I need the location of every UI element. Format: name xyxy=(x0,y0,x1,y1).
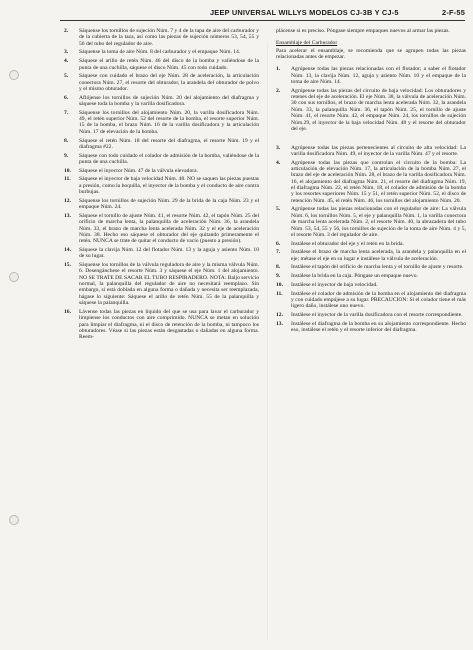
section-title: Ensamblaje del Carburador xyxy=(276,40,338,47)
step-number: 3. xyxy=(64,49,69,56)
step-text: Instálese la brida en la caja. Póngase un empaque nuevo. xyxy=(291,273,418,280)
step-number: 6. xyxy=(276,240,281,247)
step-text: Agrúpense todas las piezas pertenecientes al circuito de alta velocidad: La varilla dosificadora Núm. 49, el inyector de la varilla Núm. 47 y el resorte. xyxy=(291,144,466,157)
step-number: 7. xyxy=(276,249,281,256)
step-text: Sáquese el retén Núm. 18 del resorte del diafragma, el resorte Núm. 19 y el diafragma #22. xyxy=(79,137,259,150)
assembly-step xyxy=(276,291,466,310)
step-number: 4. xyxy=(276,159,281,166)
step-number: 1. xyxy=(276,66,281,73)
step-number: 13. xyxy=(64,212,71,219)
disassembly-step xyxy=(64,73,259,92)
disassembly-step xyxy=(64,153,259,166)
step-number: 11. xyxy=(276,290,283,297)
step-number: 15. xyxy=(64,262,71,269)
assembly-steps-list xyxy=(276,66,466,333)
step-number: 12. xyxy=(276,312,283,319)
step-number: 14. xyxy=(64,247,71,253)
step-text: Sáquese con todo cuidado el colador de admisión de la bomba, valiéndose de la punta de una cuchilla. xyxy=(79,152,259,165)
step-text: Sáquese con cuidado el brazo del eje Núm. 28 de aceleración, la articulación conectora Núm. 27, el resorte del obturador, la arandela del obturador de polvo y el mismo obturador. xyxy=(79,73,259,92)
disassembly-step xyxy=(64,49,259,55)
disassembly-step xyxy=(64,138,259,151)
step-text: Sáquese el tornillo de ajuste Núm. 41, el resorte Núm. 42, el tapón Núm. 25 del orificio de marcha lenta, la palanquilla de aceleración Núm. 36, la arandela Núm. 33, el brazo de marcha lenta acelerada Núm. 32 y el eje de aceleración Núm. 38. Hecho eso sáquese el obturador del eje quitando primeramente el retén. NUNCA se trate de quitar el conducto de vacío (puesto a presión). xyxy=(79,212,259,245)
binder-hole-middle xyxy=(9,272,19,282)
step-number: 6. xyxy=(64,94,69,101)
assembly-step xyxy=(276,160,466,204)
step-text: Instálese el inyector de la varilla dosificadora con el resorte correspondiente. xyxy=(291,312,463,319)
step-text: Sáquese la clavija Núm. 12 del flotador Núm. 13 y la aguja y asiento Núm. 10 de su lugar. xyxy=(79,247,259,260)
disassembly-step xyxy=(64,309,259,341)
assembly-step xyxy=(276,282,466,288)
left-column xyxy=(64,28,259,343)
disassembly-step xyxy=(64,168,259,174)
disassembly-step xyxy=(64,95,259,108)
assembly-step xyxy=(276,264,466,270)
step-number: 16. xyxy=(64,308,71,315)
step-number: 3. xyxy=(276,144,281,151)
binder-hole-top xyxy=(9,70,19,80)
step-text: Aflójense los tornillos de sujeción Núm. 20 del alojamiento del diafragma y sáquese toda la bomba y la varilla dosificadora. xyxy=(79,94,259,107)
step-text: Agrúpense todas las piezas relacionadas con el flotador; a saber el flotador Núm. 13, la clavija Núm. 12, aguja y asiento Núm. 10 y el empaque de la toma de aire Núm. 14. xyxy=(291,66,466,86)
disassembly-step xyxy=(64,247,259,260)
header-title: JEEP UNIVERSAL WILLYS MODELOS CJ-3B Y CJ-5 xyxy=(210,8,399,17)
step-text: Sáquense los tornillos de sujeción Núm. 29 de la brida de la caja Núm. 23 y el empaque Núm. 24. xyxy=(79,197,259,211)
step-number: 8. xyxy=(276,264,281,271)
assembly-step xyxy=(276,241,466,247)
disassembly-step xyxy=(64,176,259,195)
step-number: 2. xyxy=(276,87,281,94)
assembly-step xyxy=(276,66,466,85)
step-text: Agrúpense todas las piezas relacionadas con el regulador de aire: La válvula Núm. 6, los tornillos Núm. 5, el eje y palanquilla Núm. 1, la varilla conectora de marcha lenta acelerada Núm. 2, el resorte Núm. 40, la abrazadera del tubo Núm. 53, 54, 55 y 56, los tornillos de sujeción de la toma de aire Núm. 4 y 5, el resorte Núm. 3 del regulador de aire. xyxy=(291,206,466,238)
step-number: 8. xyxy=(64,137,69,144)
step-number: 11. xyxy=(64,176,71,183)
step-number: 7. xyxy=(64,109,69,116)
disassembly-step xyxy=(64,262,259,306)
step-text: Lávense todas las piezas en líquido del que se usa para lavar el carburador y límpiense los conductos con aire comprimido. NUNCA se metan en solución para limpiar el diafragma, ni el disco de retención de la bomba, ni tampoco los obturadores. Véase si las piezas están desgastadas o dañadas en alguna forma. Reem- xyxy=(79,308,259,341)
step-number: 2. xyxy=(64,28,69,34)
step-text: Instálese el inyector de baja velocidad. xyxy=(291,281,378,288)
step-text: Instálese el brazo de marcha lenta acelerada, la arandela y palanquilla en el eje; métase el eje en su lugar e instálese la válvula de aceleración. xyxy=(291,249,466,262)
step-text: Agrúpense todas las piezas del circuito de baja velocidad: Los obturadores y retenes del eje de aceleración. El eje Núm. 38, la válvula de aceleración Núm. 30 con sus tornillos, el brazo de marcha lenta acelerada Núm. 32, la arandela Núm. 33, la palanquilla Núm. 36, el tapón Núm. 25, el tornillo de ajuste Núm. 41, el resorte Núm. 42, el empaque Núm. 24, los tornillos de sujeción Núm.29, el inyector de la baja velocidad Núm. 48 y el resorte del obturador del eje. xyxy=(291,87,466,132)
step-number: 13. xyxy=(276,320,283,327)
step-text: Instálese el obturador del eje y el retén en la brida. xyxy=(291,240,404,247)
step-text: Sáquense los tornillos del alojamiento Núm. 20, la varilla dosificadora Núm. 49, el retén superior Núm. 52 del resorte de la bomba, el resorte superior Núm. 15 de la bomba, el brazo Núm. 16 de la varilla dosificadora y la articulación Núm. 17 de elevación de la bomba. xyxy=(79,109,259,135)
right-column xyxy=(276,28,466,336)
step-number: 9. xyxy=(276,273,281,280)
assembly-step xyxy=(276,321,466,334)
page-code: 2-F-55 xyxy=(442,8,465,17)
step-text: Sáquense los tornillos de la válvula reguladora de aire y la misma válvula Núm. 6. Desengánchese el resorte Núm. 3 y sáquese el eje Núm. 1 del alojamiento. NO SE TRATE DE SACAR EL TUBO RESPIRADERO. NOTA: Baljo servicio normal, la palanquilla del regulador de aire no necesitará reemplazo. Sin embargo, si está doblada en alguna forma o dañada y necesita ser reemplazada, hágase lo siguiente: Sáquese el arillo de retén Núm. 55 de la palanquilla y sáquese la palanquilla. xyxy=(79,262,259,307)
continued-paragraph: plácense si es preciso. Póngase siempre empaques nuevos al armar las piezas. xyxy=(276,28,450,34)
disassembly-step xyxy=(64,58,259,71)
step-number: 10. xyxy=(276,281,283,288)
step-text: Sáquese el inyector Núm. 47 de la válvula elevadora. xyxy=(79,167,198,174)
step-text: Instálese el tapón del orificio de marcha lenta y el tornillo de ajuste y resorte. xyxy=(291,264,464,271)
assembly-step xyxy=(276,249,466,262)
section-intro: Para acelerar el ensamblaje, se recomienda que se agrupen todas las piezas relacionadas antes de empezar. xyxy=(276,47,466,61)
step-text: Sáquese el arillo de retén Núm. 46 del disco de la bomba y valiéndose de la punta de una cuchilla, sáquese el disco Núm. 45 con todo cuidado. xyxy=(79,58,259,71)
step-number: 12. xyxy=(64,197,71,204)
assembly-step xyxy=(276,145,466,158)
assembly-step xyxy=(276,312,466,318)
step-number: 4. xyxy=(64,58,69,65)
disassembly-step xyxy=(64,28,259,47)
step-text: Sáquense los tornillos de sujeción Núm. 7 y 4 de la tapa de aire del carburador y de la cubierta de la taza, así como las piezas de sujeción números 53, 54, 55 y 56 del tubo del regulador de aire. xyxy=(79,28,259,47)
step-text: Agrúpense todas las piezas que controlan el circuito de la bomba: La articulación de elevación Núm. 17, la articulación de la bomba Núm. 27, el brazo del eje de aceleración Núm. 28, el brazo de la varilla dosificadora Núm. 16, el alojamiento del diafragma Núm. 21, el resorte del diafragma Núm. 19, el diafragma Núm. 22, el retén Núm. 18, el colador de admisión de la bomba y los resortes superiores Núm. 15 y 51, el retén superior Núm. 52, el disco de retención Núm. 45, el retén Núm. 46, los tornillos del alojamiento Núm. 20. xyxy=(291,159,466,204)
step-text: Instálese el colador de admisión de la bomba en el alojamiento del diafragma y con cuidado empújese a su lugar. PRECAUCION: Si el colador tiene el más ligero daño, instálese uno nuevo. xyxy=(291,290,466,310)
step-number: 5. xyxy=(276,206,281,213)
spacer xyxy=(276,135,466,145)
assembly-step xyxy=(276,273,466,279)
step-text: Instálese el diafragma de la bomba en su alojamiento correspondiente. Hecho eso, instálese el retén y el resorte inferior del diafragma. xyxy=(291,320,466,334)
binder-hole-bottom xyxy=(9,515,19,525)
disassembly-step xyxy=(64,110,259,135)
step-text: Sáquense la toma de aire Núm. 8 del carburador y el empaque Núm. 14. xyxy=(79,49,241,56)
assembly-step xyxy=(276,88,466,132)
disassembly-step xyxy=(64,198,259,211)
step-text: Sáquese el inyector de baja velocidad Núm. 48. NO se saquen las piezas puestas a presión, como la boquilla, el inyector de la bomba y el conducto de aire contra burbujas. xyxy=(79,176,259,196)
step-number: 10. xyxy=(64,167,71,174)
assembly-step xyxy=(276,206,466,238)
disassembly-step xyxy=(64,213,259,245)
step-number: 9. xyxy=(64,152,69,159)
column-gutter xyxy=(267,42,268,640)
page-header xyxy=(60,8,465,21)
step-number: 5. xyxy=(64,73,69,80)
